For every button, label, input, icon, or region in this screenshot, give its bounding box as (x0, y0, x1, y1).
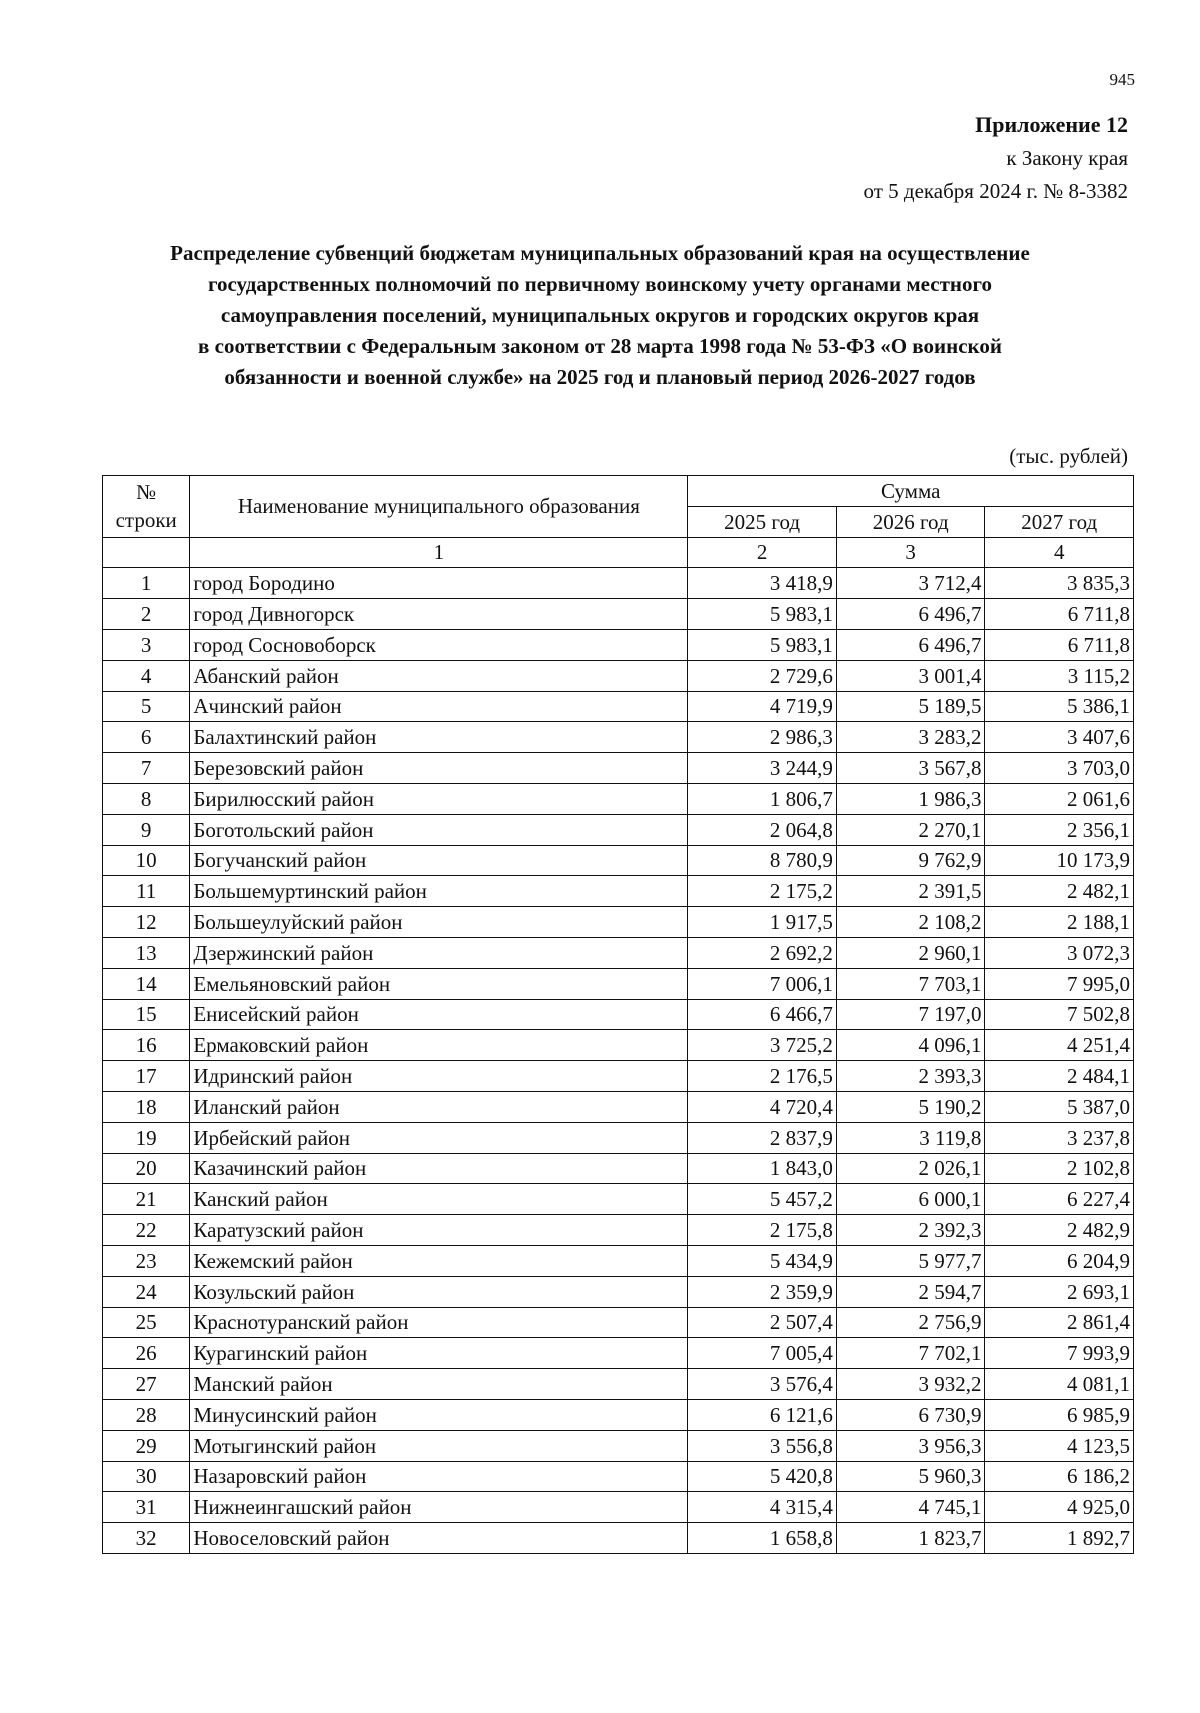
col-number-blank (103, 537, 190, 568)
municipality-name: Емельяновский район (190, 968, 688, 999)
row-number: 29 (103, 1430, 190, 1461)
value-2025: 2 837,9 (688, 1122, 837, 1153)
value-2026: 6 496,7 (836, 629, 985, 660)
value-2027: 4 251,4 (985, 1030, 1134, 1061)
appendix-law-ref: к Закону края (1006, 146, 1128, 170)
row-number: 6 (103, 722, 190, 753)
value-2026: 2 392,3 (836, 1215, 985, 1246)
municipality-name: Большемуртинский район (190, 876, 688, 907)
value-2026: 2 393,3 (836, 1061, 985, 1092)
value-2026: 2 391,5 (836, 876, 985, 907)
value-2025: 5 457,2 (688, 1184, 837, 1215)
value-2025: 1 806,7 (688, 783, 837, 814)
value-2025: 2 359,9 (688, 1276, 837, 1307)
value-2026: 5 960,3 (836, 1461, 985, 1492)
table-row (103, 1523, 1134, 1554)
table-row (103, 876, 1134, 907)
row-number: 22 (103, 1215, 190, 1246)
row-number: 27 (103, 1369, 190, 1400)
header-sum: Сумма (688, 476, 1134, 507)
value-2026: 5 977,7 (836, 1245, 985, 1276)
municipality-name: Краснотуранский район (190, 1307, 688, 1338)
value-2026: 7 703,1 (836, 968, 985, 999)
row-number: 12 (103, 907, 190, 938)
value-2026: 3 119,8 (836, 1122, 985, 1153)
value-2026: 2 960,1 (836, 937, 985, 968)
municipality-name: Иланский район (190, 1091, 688, 1122)
value-2027: 2 482,9 (985, 1215, 1134, 1246)
value-2025: 3 725,2 (688, 1030, 837, 1061)
row-number: 32 (103, 1523, 190, 1554)
value-2026: 1 823,7 (836, 1523, 985, 1554)
value-2026: 6 730,9 (836, 1399, 985, 1430)
value-2025: 6 466,7 (688, 999, 837, 1030)
value-2027: 2 693,1 (985, 1276, 1134, 1307)
municipality-name: город Сосновоборск (190, 629, 688, 660)
value-2025: 4 720,4 (688, 1091, 837, 1122)
table-row (103, 1153, 1134, 1184)
value-2027: 6 985,9 (985, 1399, 1134, 1430)
row-number: 26 (103, 1338, 190, 1369)
municipality-name: Назаровский район (190, 1461, 688, 1492)
value-2026: 7 197,0 (836, 999, 985, 1030)
value-2027: 6 711,8 (985, 599, 1134, 630)
value-2026: 3 283,2 (836, 722, 985, 753)
value-2025: 3 244,9 (688, 753, 837, 784)
value-2026: 3 567,8 (836, 753, 985, 784)
value-2027: 2 102,8 (985, 1153, 1134, 1184)
table-row (103, 1215, 1134, 1246)
row-number: 9 (103, 814, 190, 845)
municipality-name: Курагинский район (190, 1338, 688, 1369)
header-year-2025: 2025 год (688, 506, 837, 537)
header-row-number (103, 476, 190, 538)
value-2027: 4 081,1 (985, 1369, 1134, 1400)
municipality-name: Каратузский район (190, 1215, 688, 1246)
row-number: 24 (103, 1276, 190, 1307)
value-2026: 2 270,1 (836, 814, 985, 845)
units-label: (тыс. рублей) (1009, 444, 1128, 468)
municipality-name: город Дивногорск (190, 599, 688, 630)
value-2026: 4 745,1 (836, 1492, 985, 1523)
value-2026: 7 702,1 (836, 1338, 985, 1369)
value-2025: 1 843,0 (688, 1153, 837, 1184)
value-2027: 4 925,0 (985, 1492, 1134, 1523)
value-2027: 2 356,1 (985, 814, 1134, 845)
municipality-name: Березовский район (190, 753, 688, 784)
table-row (103, 660, 1134, 691)
table-row (103, 1492, 1134, 1523)
value-2025: 2 986,3 (688, 722, 837, 753)
value-2025: 5 420,8 (688, 1461, 837, 1492)
municipality-name: Ермаковский район (190, 1030, 688, 1061)
value-2027: 6 204,9 (985, 1245, 1134, 1276)
municipality-name: Большеулуйский район (190, 907, 688, 938)
row-number: 25 (103, 1307, 190, 1338)
header-year-2026: 2026 год (836, 506, 985, 537)
row-number: 21 (103, 1184, 190, 1215)
value-2025: 2 507,4 (688, 1307, 837, 1338)
value-2027: 3 835,3 (985, 568, 1134, 599)
value-2027: 4 123,5 (985, 1430, 1134, 1461)
row-number: 10 (103, 845, 190, 876)
row-number: 23 (103, 1245, 190, 1276)
value-2027: 5 386,1 (985, 691, 1134, 722)
value-2025: 2 729,6 (688, 660, 837, 691)
municipality-name: Манский район (190, 1369, 688, 1400)
value-2027: 10 173,9 (985, 845, 1134, 876)
municipality-name: Боготольский район (190, 814, 688, 845)
table-row (103, 1307, 1134, 1338)
table-row (103, 845, 1134, 876)
value-2027: 6 711,8 (985, 629, 1134, 660)
title-line: государственных полномочий по первичному воинскому учету органами местного (208, 272, 992, 296)
value-2025: 3 556,8 (688, 1430, 837, 1461)
value-2027: 2 484,1 (985, 1061, 1134, 1092)
table-row (103, 1430, 1134, 1461)
table-row (103, 1061, 1134, 1092)
value-2026: 3 712,4 (836, 568, 985, 599)
value-2025: 1 658,8 (688, 1523, 837, 1554)
table-row (103, 1184, 1134, 1215)
appendix-date: от 5 декабря 2024 г. № 8-3382 (863, 179, 1128, 203)
table-row (103, 722, 1134, 753)
appendix-title: Приложение 12 (975, 112, 1128, 137)
row-number: 8 (103, 783, 190, 814)
row-number: 11 (103, 876, 190, 907)
row-number: 20 (103, 1153, 190, 1184)
table-row (103, 568, 1134, 599)
municipality-name: Новоселовский район (190, 1523, 688, 1554)
municipality-name: Канский район (190, 1184, 688, 1215)
value-2027: 5 387,0 (985, 1091, 1134, 1122)
value-2027: 3 115,2 (985, 660, 1134, 691)
value-2025: 3 576,4 (688, 1369, 837, 1400)
value-2027: 7 995,0 (985, 968, 1134, 999)
value-2027: 3 237,8 (985, 1122, 1134, 1153)
row-number: 5 (103, 691, 190, 722)
value-2025: 5 434,9 (688, 1245, 837, 1276)
value-2027: 3 703,0 (985, 753, 1134, 784)
value-2025: 5 983,1 (688, 629, 837, 660)
table-row (103, 1338, 1134, 1369)
row-number: 3 (103, 629, 190, 660)
table-row (103, 937, 1134, 968)
value-2025: 3 418,9 (688, 568, 837, 599)
value-2026: 2 026,1 (836, 1153, 985, 1184)
table-row (103, 599, 1134, 630)
value-2026: 3 001,4 (836, 660, 985, 691)
appendix-header (864, 108, 1128, 208)
col-number-2: 2 (688, 537, 837, 568)
value-2025: 7 005,4 (688, 1338, 837, 1369)
municipality-name: Нижнеингашский район (190, 1492, 688, 1523)
title-line: обязанности и военной службе» на 2025 год и плановый период 2026-2027 годов (224, 365, 976, 389)
document-title (100, 238, 1100, 393)
value-2026: 2 594,7 (836, 1276, 985, 1307)
row-number: 7 (103, 753, 190, 784)
table-row (103, 691, 1134, 722)
table-row (103, 907, 1134, 938)
value-2027: 2 482,1 (985, 876, 1134, 907)
municipality-name: город Бородино (190, 568, 688, 599)
row-number: 16 (103, 1030, 190, 1061)
value-2025: 2 175,2 (688, 876, 837, 907)
municipality-name: Дзержинский район (190, 937, 688, 968)
value-2025: 5 983,1 (688, 599, 837, 630)
value-2026: 9 762,9 (836, 845, 985, 876)
table-row (103, 1369, 1134, 1400)
table-row (103, 814, 1134, 845)
header-num-symbol: № (136, 480, 157, 505)
value-2026: 2 756,9 (836, 1307, 985, 1338)
municipality-name: Козульский район (190, 1276, 688, 1307)
municipality-name: Казачинский район (190, 1153, 688, 1184)
table-row (103, 783, 1134, 814)
value-2025: 1 917,5 (688, 907, 837, 938)
table-row (103, 1461, 1134, 1492)
value-2027: 1 892,7 (985, 1523, 1134, 1554)
value-2025: 4 315,4 (688, 1492, 837, 1523)
value-2025: 2 692,2 (688, 937, 837, 968)
municipality-name: Мотыгинский район (190, 1430, 688, 1461)
table-row (103, 1122, 1134, 1153)
value-2026: 5 189,5 (836, 691, 985, 722)
row-number: 31 (103, 1492, 190, 1523)
value-2027: 7 502,8 (985, 999, 1134, 1030)
col-number-1: 1 (190, 537, 688, 568)
value-2026: 3 956,3 (836, 1430, 985, 1461)
table-row (103, 1399, 1134, 1430)
table-row (103, 629, 1134, 660)
header-year-2027: 2027 год (985, 506, 1134, 537)
value-2026: 1 986,3 (836, 783, 985, 814)
value-2027: 2 861,4 (985, 1307, 1134, 1338)
value-2026: 4 096,1 (836, 1030, 985, 1061)
value-2026: 6 000,1 (836, 1184, 985, 1215)
table-row (103, 968, 1134, 999)
col-number-3: 3 (836, 537, 985, 568)
value-2027: 2 188,1 (985, 907, 1134, 938)
municipality-name: Идринский район (190, 1061, 688, 1092)
row-number: 13 (103, 937, 190, 968)
municipality-name: Богучанский район (190, 845, 688, 876)
municipality-name: Абанский район (190, 660, 688, 691)
value-2027: 2 061,6 (985, 783, 1134, 814)
row-number: 19 (103, 1122, 190, 1153)
header-num-word: строки (115, 508, 177, 533)
page-number: 945 (1109, 70, 1135, 89)
value-2026: 6 496,7 (836, 599, 985, 630)
row-number: 14 (103, 968, 190, 999)
value-2025: 4 719,9 (688, 691, 837, 722)
value-2025: 2 064,8 (688, 814, 837, 845)
municipality-name: Енисейский район (190, 999, 688, 1030)
row-number: 18 (103, 1091, 190, 1122)
municipality-name: Ачинский район (190, 691, 688, 722)
value-2027: 3 407,6 (985, 722, 1134, 753)
header-name: Наименование муниципального образования (190, 476, 688, 538)
table-body (103, 568, 1134, 1554)
value-2025: 2 175,8 (688, 1215, 837, 1246)
row-number: 15 (103, 999, 190, 1030)
value-2027: 7 993,9 (985, 1338, 1134, 1369)
row-number: 2 (103, 599, 190, 630)
table-row (103, 1276, 1134, 1307)
table-row (103, 1245, 1134, 1276)
row-number: 4 (103, 660, 190, 691)
row-number: 1 (103, 568, 190, 599)
value-2025: 2 176,5 (688, 1061, 837, 1092)
table-row (103, 999, 1134, 1030)
table-row (103, 1030, 1134, 1061)
value-2026: 5 190,2 (836, 1091, 985, 1122)
municipality-name: Кежемский район (190, 1245, 688, 1276)
table-row (103, 753, 1134, 784)
value-2025: 8 780,9 (688, 845, 837, 876)
row-number: 17 (103, 1061, 190, 1092)
col-number-4: 4 (985, 537, 1134, 568)
municipality-name: Балахтинский район (190, 722, 688, 753)
value-2027: 3 072,3 (985, 937, 1134, 968)
table-row (103, 1091, 1134, 1122)
subvention-table (102, 475, 1134, 1554)
title-line: в соответствии с Федеральным законом от 28 марта 1998 года № 53-ФЗ «О воинской (198, 334, 1002, 358)
value-2027: 6 227,4 (985, 1184, 1134, 1215)
municipality-name: Бирилюсский район (190, 783, 688, 814)
title-line: самоуправления поселений, муниципальных округов и городских округов края (220, 303, 980, 327)
value-2026: 3 932,2 (836, 1369, 985, 1400)
municipality-name: Минусинский район (190, 1399, 688, 1430)
value-2025: 6 121,6 (688, 1399, 837, 1430)
value-2025: 7 006,1 (688, 968, 837, 999)
municipality-name: Ирбейский район (190, 1122, 688, 1153)
row-number: 28 (103, 1399, 190, 1430)
title-line: Распределение субвенций бюджетам муниципальных образований края на осуществление (170, 241, 1030, 265)
value-2026: 2 108,2 (836, 907, 985, 938)
value-2027: 6 186,2 (985, 1461, 1134, 1492)
row-number: 30 (103, 1461, 190, 1492)
